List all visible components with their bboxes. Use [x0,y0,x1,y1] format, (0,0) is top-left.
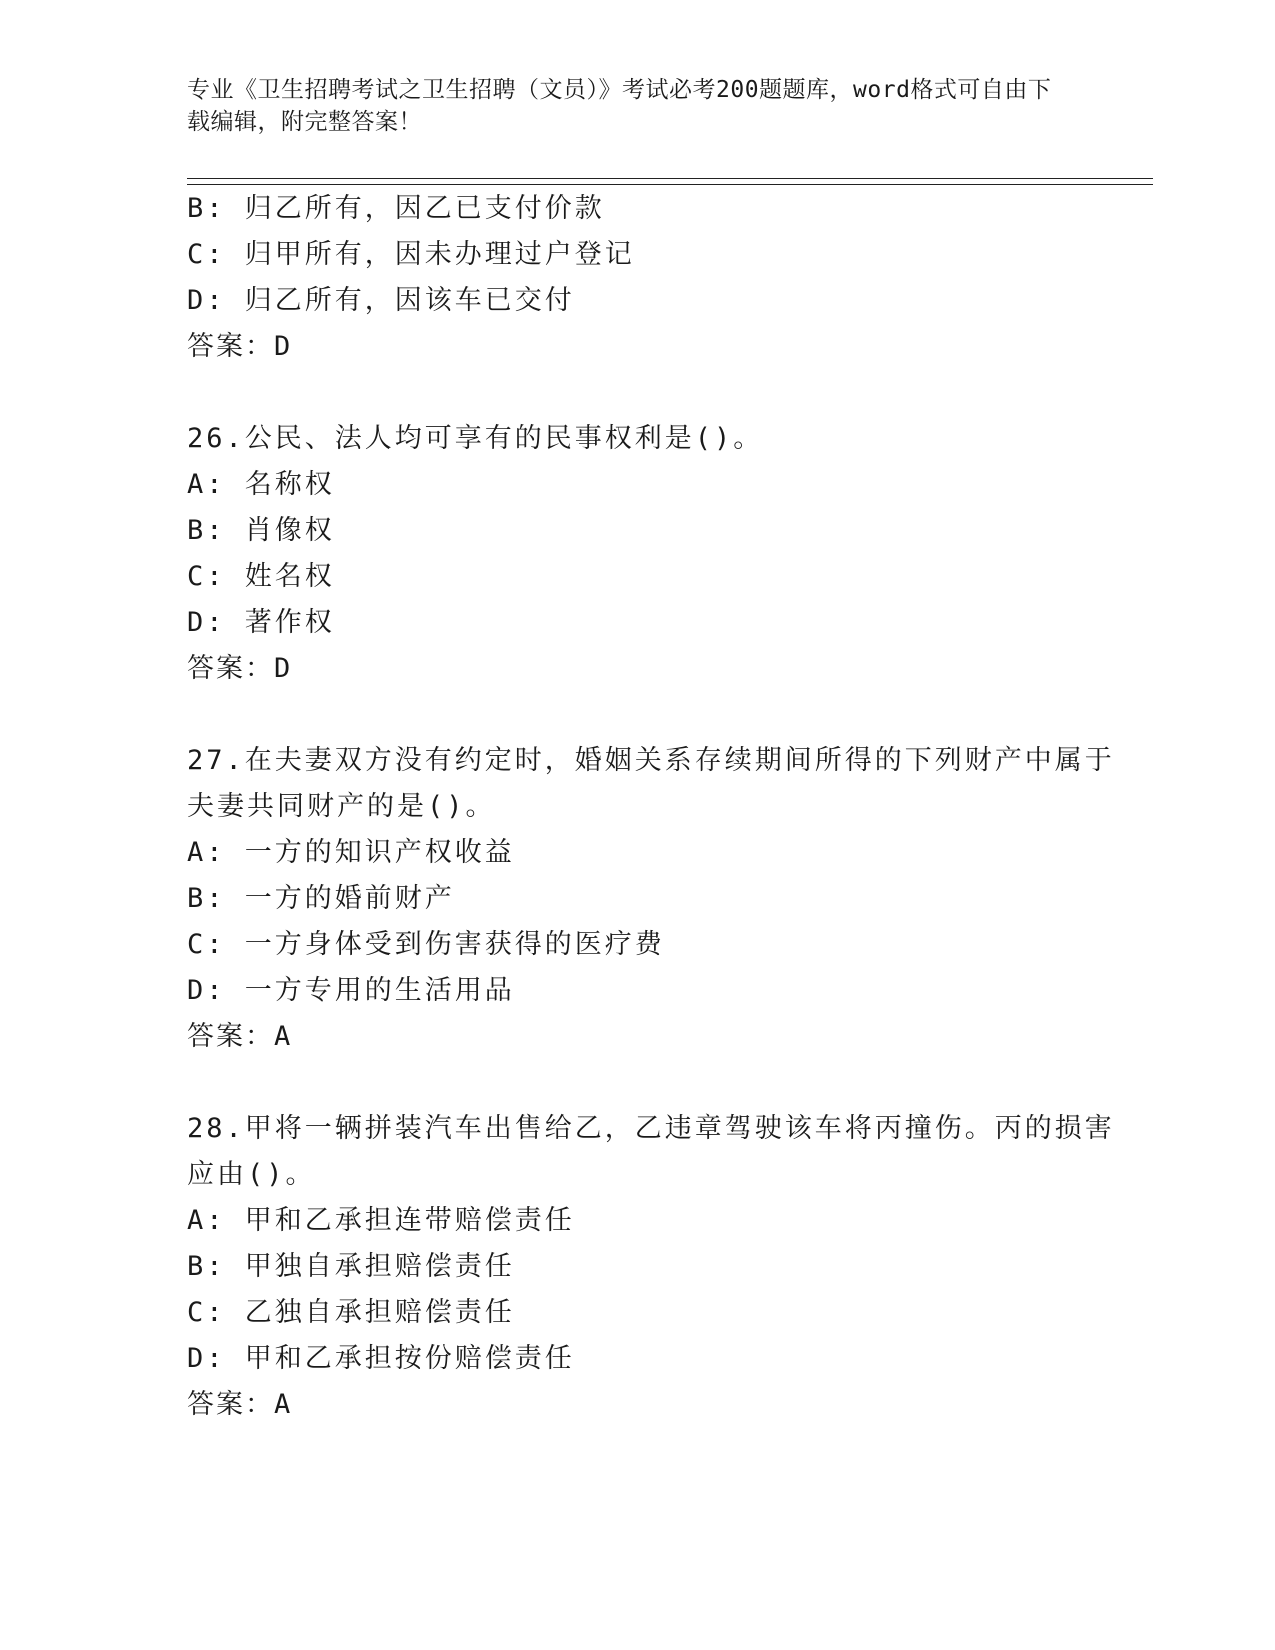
option-c: C: 一方身体受到伤害获得的医疗费 [187,929,665,960]
option-b: B: 一方的婚前财产 [187,883,455,914]
question-list [187,186,1115,1428]
option-c: C: 乙独自承担赔偿责任 [187,1297,515,1328]
option-b: B: 肖像权 [187,515,335,546]
option-a: A: 甲和乙承担连带赔偿责任 [187,1205,575,1236]
answer: 答案：A [187,1021,293,1052]
option-a: A: 一方的知识产权收益 [187,837,515,868]
question-stem: 28.甲将一辆拼装汽车出售给乙，乙违章驾驶该车将丙撞伤。丙的损害 [187,1113,1115,1144]
option-a: A: 名称权 [187,469,335,500]
question-stem: 26.公民、法人均可享有的民事权利是()。 [187,423,764,454]
answer: 答案：D [187,653,293,684]
question-27 [187,738,1115,1060]
option-d: D: 甲和乙承担按份赔偿责任 [187,1343,575,1374]
option-d: D: 著作权 [187,607,335,638]
answer: 答案：A [187,1389,293,1420]
question-stem-cont: 夫妻共同财产的是()。 [187,791,496,822]
option-c: C: 归甲所有，因未办理过户登记 [187,239,635,270]
option-b: B: 甲独自承担赔偿责任 [187,1251,515,1282]
header-divider [187,178,1153,185]
question-stem: 27.在夫妻双方没有约定时，婚姻关系存续期间所得的下列财产中属于 [187,745,1115,776]
option-b: B: 归乙所有，因乙已支付价款 [187,193,605,224]
question-28 [187,1106,1115,1428]
question-stem-cont: 应由()。 [187,1159,316,1190]
answer: 答案：D [187,331,293,362]
option-c: C: 姓名权 [187,561,335,592]
partial-question [187,186,1087,370]
option-d: D: 归乙所有，因该车已交付 [187,285,575,316]
question-26 [187,416,1087,692]
page-header: 专业《卫生招聘考试之卫生招聘（文员）》考试必考200题题库，word格式可自由下载编辑，附完整答案！ [187,77,1052,135]
option-d: D: 一方专用的生活用品 [187,975,515,1006]
